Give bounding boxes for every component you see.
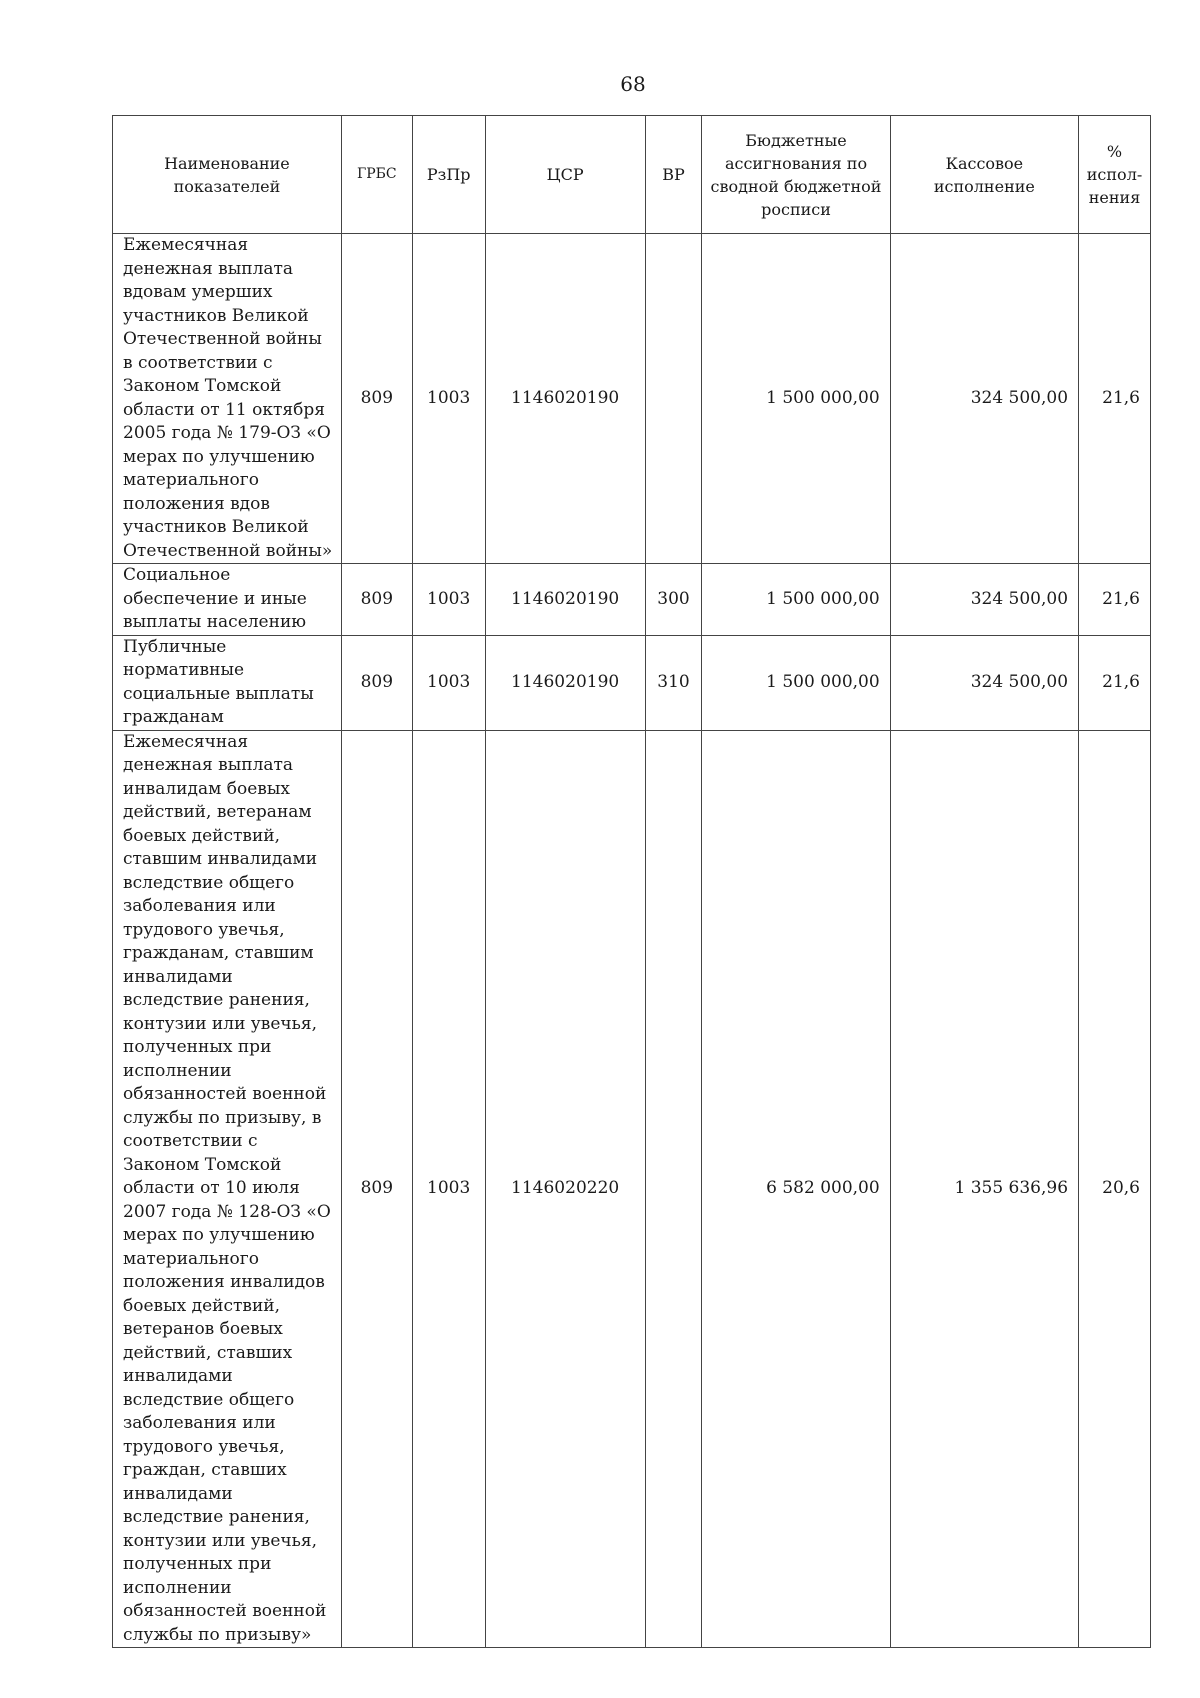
page-number: 68 — [620, 72, 646, 96]
header-rzpr: РзПр — [412, 116, 485, 234]
row-assignments: 1 500 000,00 — [702, 564, 890, 636]
row-vr — [645, 234, 702, 564]
row-vr: 300 — [645, 564, 702, 636]
row-name: Ежемесячная денежная выплата инвалидам боевых действий, ветеранам боевых действий, ставшим инвалидами вследствие общего заболевания или трудового увечья, гражданам, ставшим инвалидами вследствие ранения, контузии или увечья, полученных при исполнении обязанностей военной службы по призыву, в соответствии с Законом Томской области от 10 июля 2007 года № 128-ОЗ «О мерах по улучшению материального положения инвалидов боевых действий, ветеранов боевых действий, ставших инвалидами вследствие общего заболевания или трудового увечья, граждан, ставших инвалидами вследствие ранения, контузии или увечья, полученных при исполнении обязанностей военной службы по призыву» — [113, 730, 342, 1648]
row-assignments: 1 500 000,00 — [702, 234, 890, 564]
row-rzpr: 1003 — [412, 635, 485, 730]
row-name: Социальное обеспечение и иные выплаты населению — [113, 564, 342, 636]
table-row — [113, 635, 1151, 730]
header-grbs: ГРБС — [341, 116, 412, 234]
row-percent: 21,6 — [1079, 234, 1151, 564]
budget-table — [112, 115, 1151, 1648]
header-name: Наименование показателей — [113, 116, 342, 234]
header-assignments: Бюджетные ассигнования по сводной бюджетной росписи — [702, 116, 890, 234]
row-assignments: 1 500 000,00 — [702, 635, 890, 730]
row-grbs: 809 — [341, 730, 412, 1648]
row-grbs: 809 — [341, 635, 412, 730]
header-percent: % испол-нения — [1079, 116, 1151, 234]
row-percent: 21,6 — [1079, 635, 1151, 730]
header-vr: ВР — [645, 116, 702, 234]
row-grbs: 809 — [341, 234, 412, 564]
row-rzpr: 1003 — [412, 564, 485, 636]
table-row — [113, 234, 1151, 564]
row-execution: 324 500,00 — [890, 635, 1078, 730]
table-header-row — [113, 116, 1151, 234]
row-csr: 1146020190 — [485, 635, 645, 730]
row-execution: 1 355 636,96 — [890, 730, 1078, 1648]
row-execution: 324 500,00 — [890, 564, 1078, 636]
table-row — [113, 564, 1151, 636]
header-csr: ЦСР — [485, 116, 645, 234]
row-percent: 20,6 — [1079, 730, 1151, 1648]
row-name: Публичные нормативные социальные выплаты гражданам — [113, 635, 342, 730]
row-assignments: 6 582 000,00 — [702, 730, 890, 1648]
row-csr: 1146020220 — [485, 730, 645, 1648]
row-execution: 324 500,00 — [890, 234, 1078, 564]
table-row — [113, 730, 1151, 1648]
row-vr: 310 — [645, 635, 702, 730]
row-grbs: 809 — [341, 564, 412, 636]
row-rzpr: 1003 — [412, 234, 485, 564]
row-rzpr: 1003 — [412, 730, 485, 1648]
row-name: Ежемесячная денежная выплата вдовам умерших участников Великой Отечественной войны в соответствии с Законом Томской области от 11 октября 2005 года № 179-ОЗ «О мерах по улучшению материального положения вдов участников Великой Отечественной войны» — [113, 234, 342, 564]
row-vr — [645, 730, 702, 1648]
row-percent: 21,6 — [1079, 564, 1151, 636]
header-execution: Кассовое исполнение — [890, 116, 1078, 234]
row-csr: 1146020190 — [485, 234, 645, 564]
row-csr: 1146020190 — [485, 564, 645, 636]
